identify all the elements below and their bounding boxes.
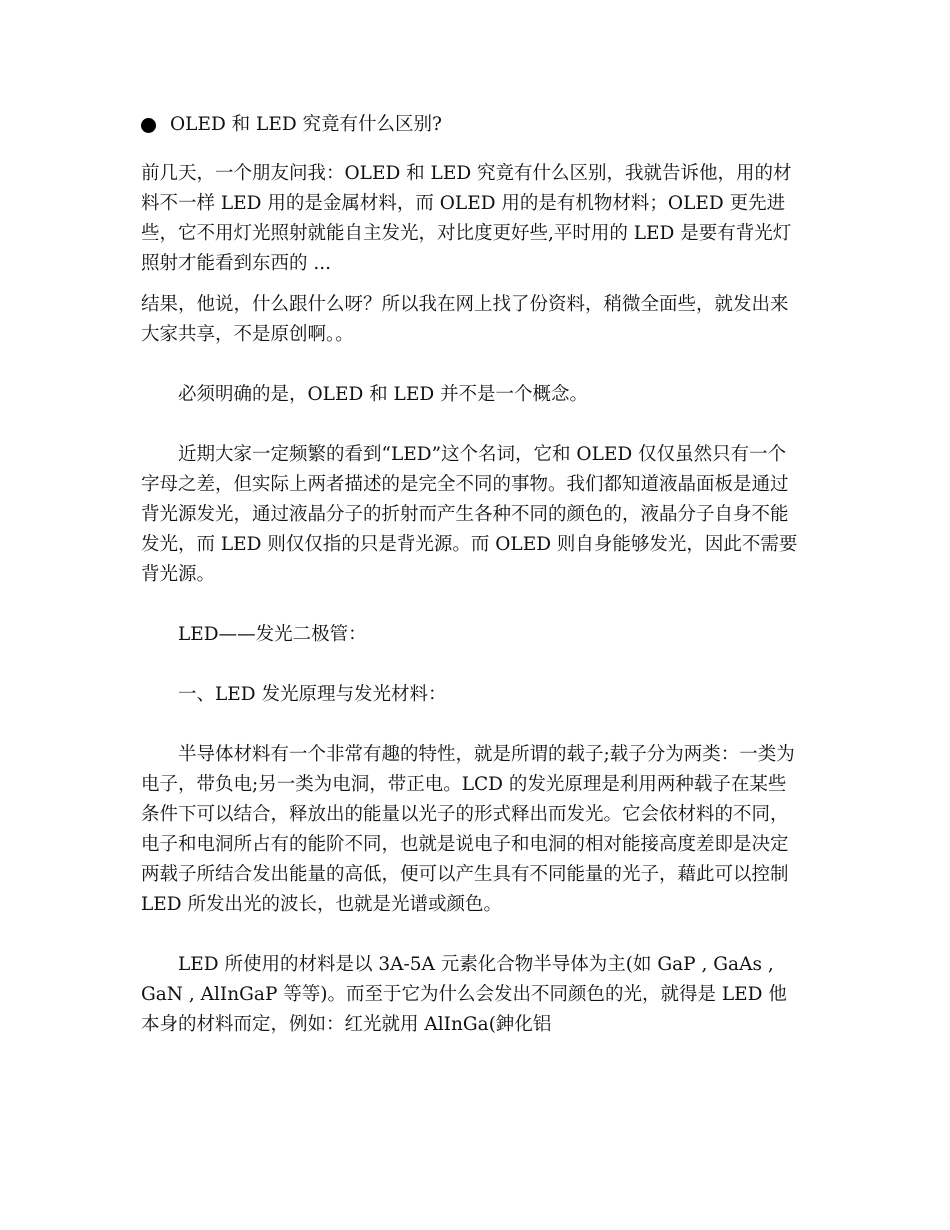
paragraph-intro: 前几天，一个朋友问我：OLED 和 LED 究竟有什么区别，我就告诉他，用的材料不一样 LED 用的是金属材料，而 OLED 用的是有机物材料；OLED 更先进些，它不用灯光照射就能自主发光，对比度更好些,平时用的 LED 是要有背光灯照射才能看到东西的 ... <box>141 163 792 274</box>
paragraph-materials: LED 所使用的材料是以 3A-5A 元素化合物半导体为主(如 GaP , GaAs , GaN , AlInGaP 等等)。而至于它为什么会发出不同颜色的光，就得是 LED 他本身的材料而定，例如：红光就用 AlInGa(鉮化铝 <box>141 954 787 1035</box>
section-title <box>141 110 801 140</box>
paragraph-difference: 近期大家一定频繁的看到“LED”这个名词，它和 OLED 仅仅虽然只有一个字母之差，但实际上两者描述的是完全不同的事物。我们都知道液晶面板是通过背光源发光，通过液晶分子的折射而产生各种不同的颜色的，液晶分子自身不能发光，而 LED 则仅仅指的只是背光源。而 OLED 则自身能够发光，因此不需要背光源。 <box>141 444 798 585</box>
bullet-icon <box>141 118 156 133</box>
paragraph-principle: 半导体材料有一个非常有趣的特性，就是所谓的载子;载子分为两类：一类为电子，带负电;另一类为电洞，带正电。LCD 的发光原理是利用两种载子在某些条件下可以结合，释放出的能量以光子的形式释出而发光。它会依材料的不同，电子和电洞所占有的能阶不同，也就是说电子和电洞的相对能接高度差即是决定两载子所结合发出能量的高低，便可以产生具有不同能量的光子，藉此可以控制 LED 所发出光的波长，也就是光谱或颜色。 <box>141 744 795 915</box>
document-body <box>141 110 801 1070</box>
paragraph-definition: 必须明确的是，OLED 和 LED 并不是一个概念。 <box>178 384 589 405</box>
heading-principle: 一、LED 发光原理与发光材料： <box>178 684 447 705</box>
title-text: OLED 和 LED 究竟有什么区别? <box>170 114 442 135</box>
heading-led: LED——发光二极管： <box>178 624 367 645</box>
paragraph-result: 结果，他说，什么跟什么呀？所以我在网上找了份资料，稍微全面些，就发出来大家共享，不是原创啊。。 <box>141 294 789 345</box>
